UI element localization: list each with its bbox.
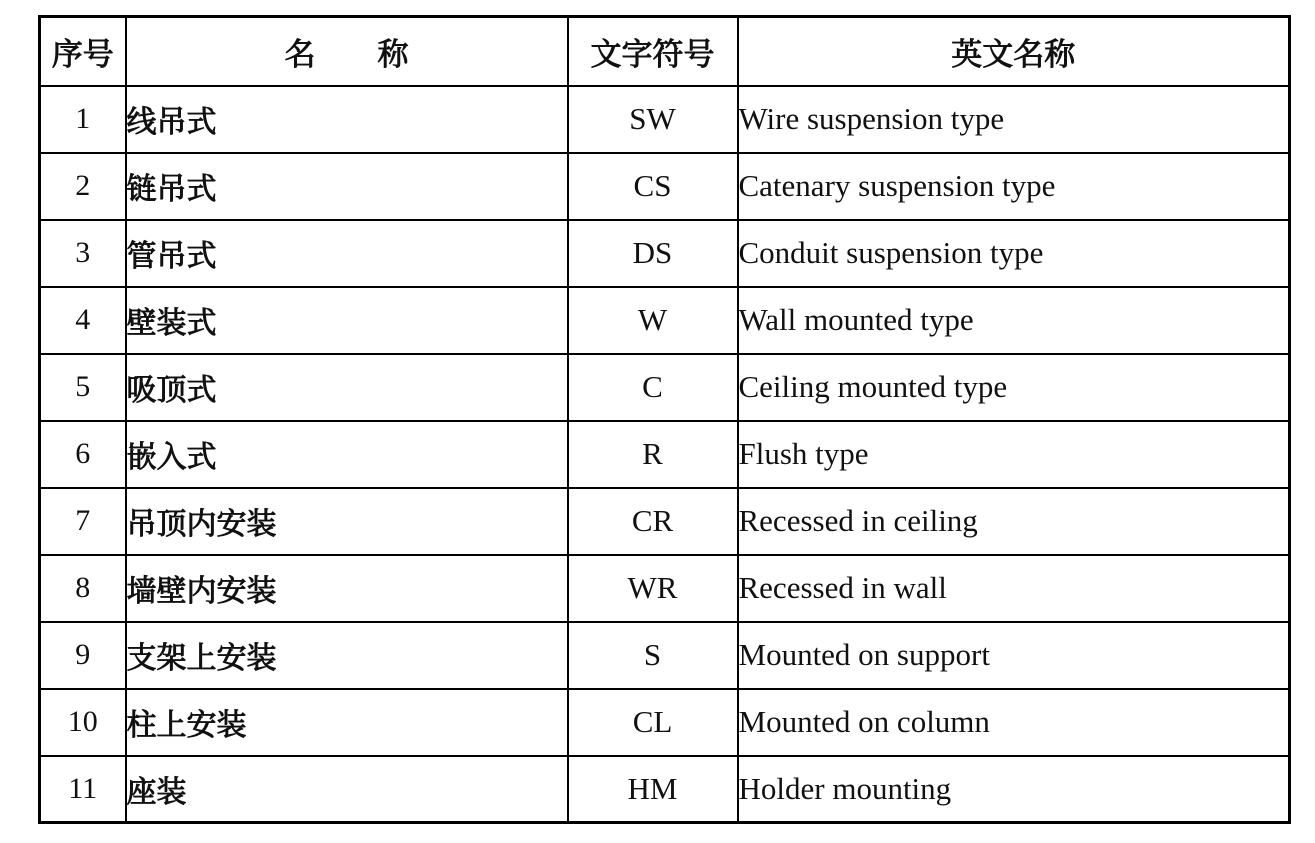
table-row bbox=[40, 86, 1290, 153]
cell-name: 吸顶式 bbox=[126, 354, 568, 421]
cell-symbol: R bbox=[568, 421, 738, 488]
cell-number: 9 bbox=[40, 622, 126, 689]
cell-name: 嵌入式 bbox=[126, 421, 568, 488]
cell-symbol: CR bbox=[568, 488, 738, 555]
cell-english: Flush type bbox=[738, 421, 1290, 488]
cell-english: Catenary suspension type bbox=[738, 153, 1290, 220]
table-row bbox=[40, 287, 1290, 354]
header-number: 序号 bbox=[40, 17, 126, 86]
table-row bbox=[40, 153, 1290, 220]
cell-symbol: S bbox=[568, 622, 738, 689]
cell-number: 10 bbox=[40, 689, 126, 756]
cell-english: Wall mounted type bbox=[738, 287, 1290, 354]
cell-english: Recessed in wall bbox=[738, 555, 1290, 622]
cell-symbol: DS bbox=[568, 220, 738, 287]
cell-symbol: CL bbox=[568, 689, 738, 756]
cell-number: 1 bbox=[40, 86, 126, 153]
table-row bbox=[40, 488, 1290, 555]
cell-number: 3 bbox=[40, 220, 126, 287]
cell-symbol: HM bbox=[568, 756, 738, 823]
header-name-label: 名 称 bbox=[284, 36, 409, 73]
cell-english: Mounted on column bbox=[738, 689, 1290, 756]
cell-number: 2 bbox=[40, 153, 126, 220]
cell-name: 线吊式 bbox=[126, 86, 568, 153]
cell-english: Mounted on support bbox=[738, 622, 1290, 689]
lamp-mounting-table bbox=[38, 15, 1291, 824]
cell-english: Wire suspension type bbox=[738, 86, 1290, 153]
table-row bbox=[40, 622, 1290, 689]
cell-english: Holder mounting bbox=[738, 756, 1290, 823]
cell-name: 支架上安装 bbox=[126, 622, 568, 689]
table-row bbox=[40, 220, 1290, 287]
cell-name: 座装 bbox=[126, 756, 568, 823]
cell-number: 11 bbox=[40, 756, 126, 823]
cell-english: Conduit suspension type bbox=[738, 220, 1290, 287]
cell-english: Ceiling mounted type bbox=[738, 354, 1290, 421]
table-header-row bbox=[40, 17, 1290, 86]
cell-name: 管吊式 bbox=[126, 220, 568, 287]
cell-symbol: W bbox=[568, 287, 738, 354]
header-name bbox=[126, 17, 568, 86]
cell-symbol: C bbox=[568, 354, 738, 421]
cell-name: 吊顶内安装 bbox=[126, 488, 568, 555]
cell-symbol: CS bbox=[568, 153, 738, 220]
cell-number: 4 bbox=[40, 287, 126, 354]
table-row bbox=[40, 354, 1290, 421]
cell-english: Recessed in ceiling bbox=[738, 488, 1290, 555]
cell-symbol: SW bbox=[568, 86, 738, 153]
header-english: 英文名称 bbox=[738, 17, 1290, 86]
cell-name: 链吊式 bbox=[126, 153, 568, 220]
cell-symbol: WR bbox=[568, 555, 738, 622]
table-row bbox=[40, 555, 1290, 622]
table-row bbox=[40, 756, 1290, 823]
cell-name: 墙壁内安装 bbox=[126, 555, 568, 622]
header-symbol: 文字符号 bbox=[568, 17, 738, 86]
cell-number: 6 bbox=[40, 421, 126, 488]
cell-number: 7 bbox=[40, 488, 126, 555]
table-row bbox=[40, 421, 1290, 488]
cell-name: 壁装式 bbox=[126, 287, 568, 354]
cell-number: 8 bbox=[40, 555, 126, 622]
cell-number: 5 bbox=[40, 354, 126, 421]
cell-name: 柱上安装 bbox=[126, 689, 568, 756]
table-row bbox=[40, 689, 1290, 756]
